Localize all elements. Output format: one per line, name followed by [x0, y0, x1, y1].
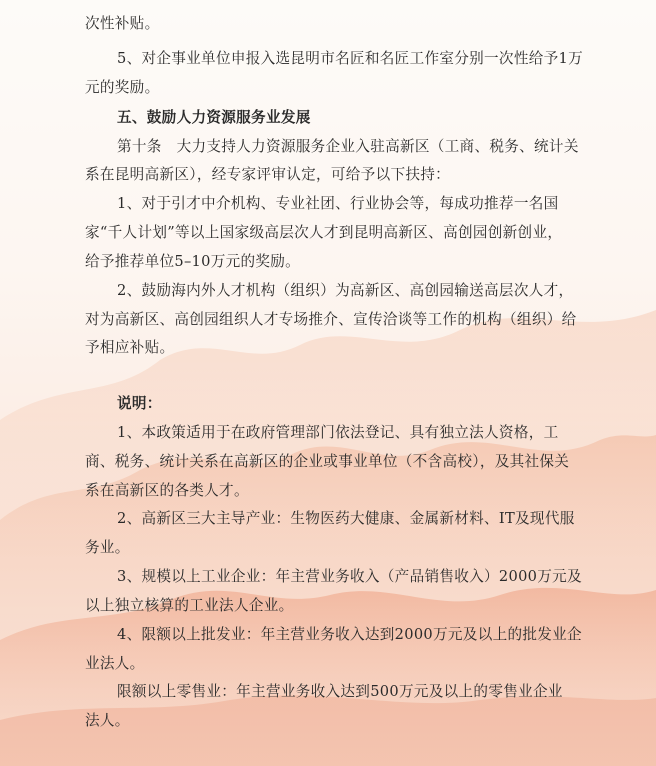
text-line: 4、限额以上批发业：年主营业务收入达到2000万元及以上的批发业企	[117, 626, 582, 643]
text-line: 以上独立核算的工业法人企业。	[85, 597, 294, 614]
text-line: 业法人。	[85, 655, 145, 672]
text-line: 第十条 大力支持人力资源服务企业入驻高新区（工商、税务、统计关	[117, 138, 579, 155]
text-line: 1、本政策适用于在政府管理部门依法登记、具有独立法人资格，工	[117, 424, 559, 441]
text-line: 予相应补贴。	[85, 339, 175, 356]
text-line: 系在昆明高新区），经专家评审认定，可给予以下扶持：	[85, 166, 451, 183]
text-line: 元的奖励。	[85, 79, 160, 96]
text-line: 给予推荐单位5–10万元的奖励。	[85, 253, 301, 270]
text-line: 系在高新区的各类人才。	[85, 482, 249, 499]
notes-heading: 说明：	[117, 395, 162, 412]
text-line: 2、鼓励海内外人才机构（组织）为高新区、高创园输送高层次人才，	[117, 282, 574, 299]
text-line: 务业。	[85, 539, 130, 556]
text-line: 5、对企事业单位申报入选昆明市名匠和名匠工作室分别一次性给予1万	[117, 50, 583, 67]
text-line: 3、规模以上工业企业：年主营业务收入（产品销售收入）2000万元及	[117, 568, 582, 585]
text-line: 家“千人计划”等以上国家级高层次人才到昆明高新区、高创园创新创业，	[85, 224, 563, 241]
text-line: 1、对于引才中介机构、专业社团、行业协会等，每成功推荐一名国	[117, 195, 559, 212]
text-line: 次性补贴。	[85, 15, 160, 32]
text-line: 商、税务、统计关系在高新区的企业或事业单位（不含高校），及其社保关	[85, 453, 570, 470]
text-line: 对为高新区、高创园组织人才专场推介、宣传洽谈等工作的机构（组织）给	[85, 311, 577, 328]
section-heading: 五、鼓励人力资源服务业发展	[117, 109, 311, 126]
text-line: 限额以上零售业：年主营业务收入达到500万元及以上的零售业企业	[117, 683, 563, 700]
text-line: 2、高新区三大主导产业：生物医药大健康、金属新材料、IT及现代服	[117, 510, 575, 527]
text-line: 法人。	[85, 712, 130, 729]
